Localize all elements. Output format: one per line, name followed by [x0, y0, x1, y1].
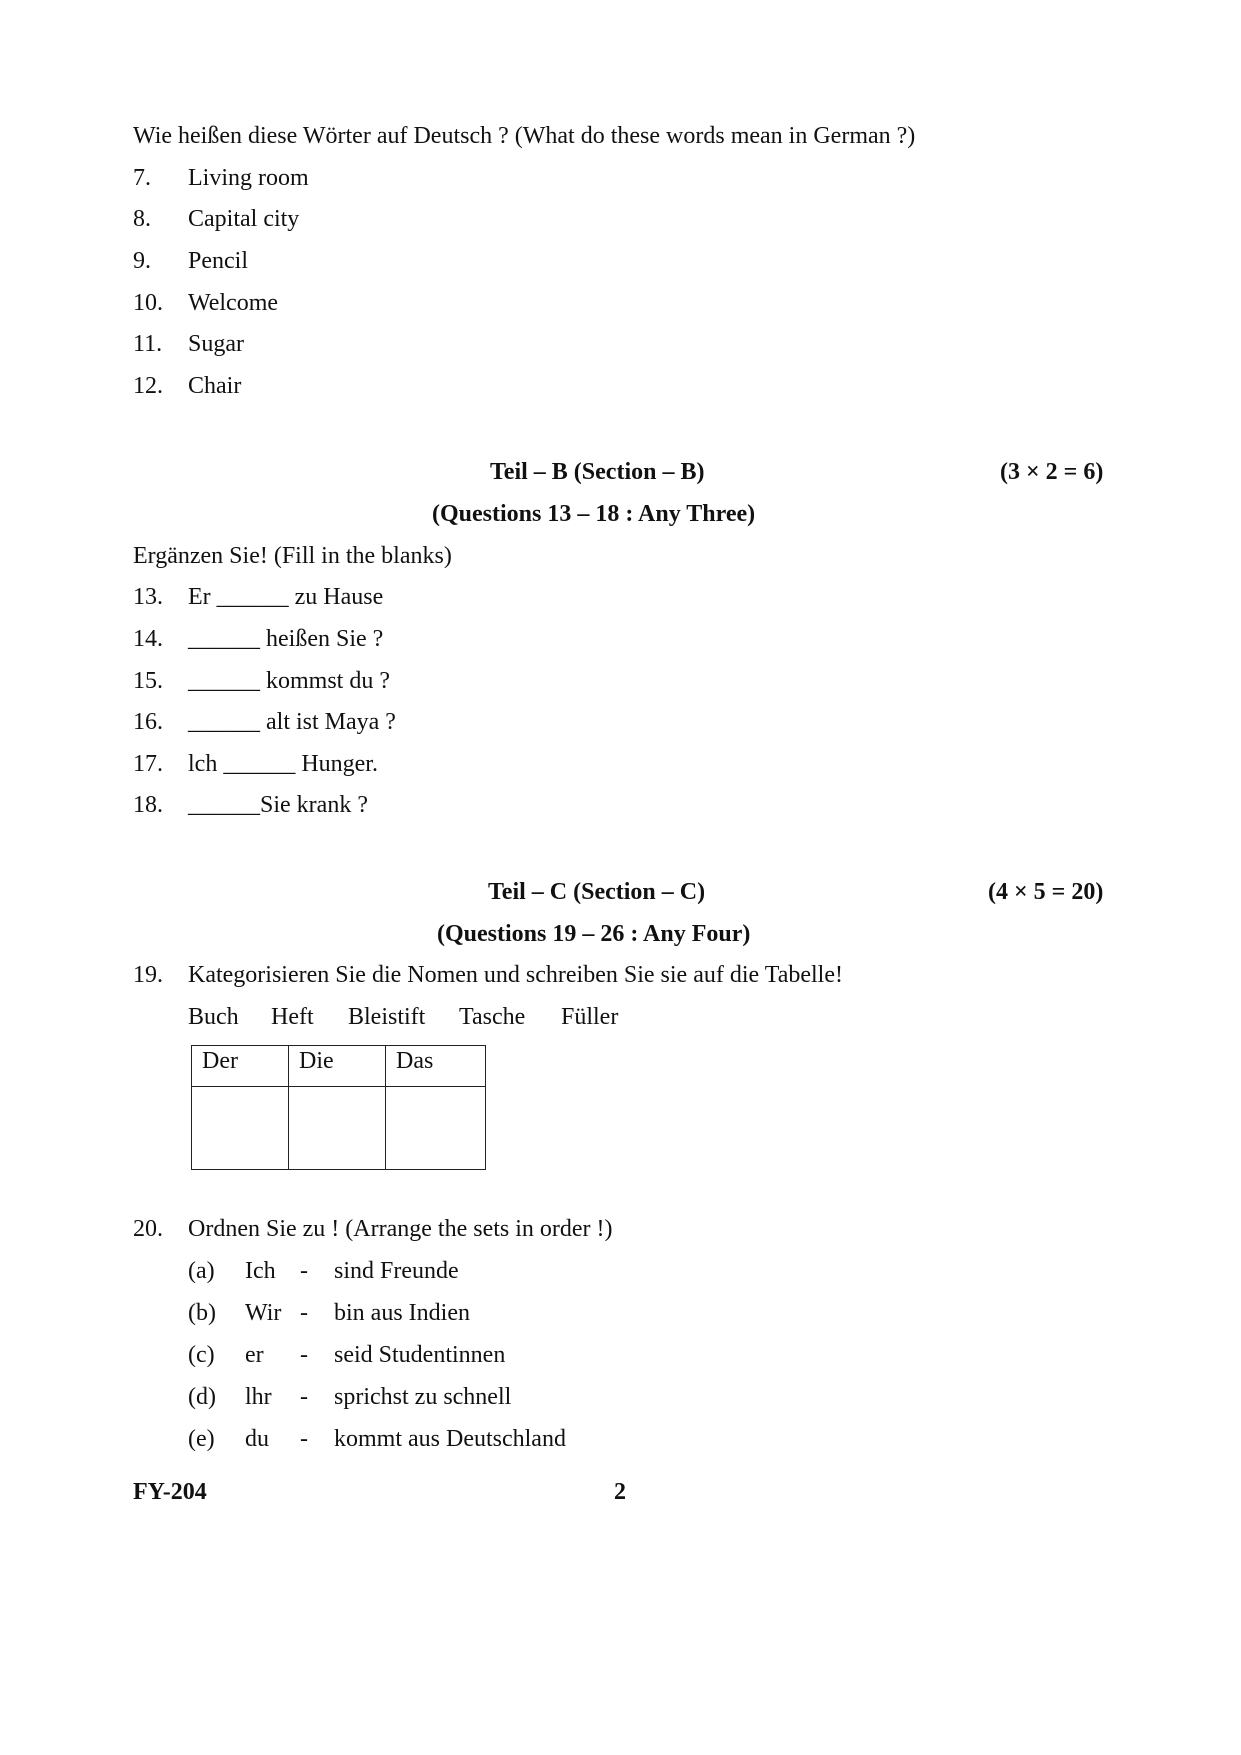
pair-left: er — [245, 1342, 264, 1368]
question-text: ______ alt ist Maya ? — [188, 709, 396, 735]
section-a-instruction: Wie heißen diese Wörter auf Deutsch ? (What do these words mean in German ?) — [133, 123, 916, 149]
noun-word: Buch — [188, 1004, 239, 1030]
question-number: 19. — [133, 962, 163, 988]
pair-left: Wir — [245, 1300, 282, 1326]
question-text: Kategorisieren Sie die Nomen und schreiben Sie sie auf die Tabelle! — [188, 962, 843, 988]
pair-dash: - — [300, 1426, 308, 1452]
question-text: Chair — [188, 373, 242, 399]
question-number: 8. — [133, 206, 151, 232]
question-number: 14. — [133, 626, 163, 652]
question-number: 12. — [133, 373, 163, 399]
question-number: 17. — [133, 751, 163, 777]
noun-word: Füller — [561, 1004, 619, 1030]
pair-label: (d) — [188, 1384, 216, 1410]
pair-dash: - — [300, 1384, 308, 1410]
answer-cell-der[interactable] — [192, 1087, 289, 1170]
section-c-title: Teil – C (Section – C) — [488, 879, 706, 905]
pair-left: du — [245, 1426, 269, 1452]
pair-right: sprichst zu schnell — [334, 1384, 512, 1410]
noun-word: Bleistift — [348, 1004, 426, 1030]
question-text: ______Sie krank ? — [188, 792, 368, 818]
section-b-marks: (3 × 2 = 6) — [1000, 459, 1104, 485]
question-text: ______ kommst du ? — [188, 668, 390, 694]
question-text: lch ______ Hunger. — [188, 751, 378, 777]
pair-label: (b) — [188, 1300, 216, 1326]
question-text: ______ heißen Sie ? — [188, 626, 384, 652]
article-header-der: Der — [192, 1046, 289, 1087]
noun-word: Heft — [271, 1004, 314, 1030]
question-text: Welcome — [188, 290, 279, 316]
pair-dash: - — [300, 1258, 308, 1284]
section-b-subtitle: (Questions 13 – 18 : Any Three) — [432, 501, 756, 527]
answer-cell-das[interactable] — [386, 1087, 486, 1170]
noun-word: Tasche — [459, 1004, 526, 1030]
pair-dash: - — [300, 1342, 308, 1368]
article-table-answer-row — [192, 1087, 486, 1170]
question-number: 18. — [133, 792, 163, 818]
question-number: 9. — [133, 248, 151, 274]
question-text: Er ______ zu Hause — [188, 584, 384, 610]
page-number: 2 — [614, 1479, 626, 1505]
pair-label: (e) — [188, 1426, 215, 1452]
section-b-instruction: Ergänzen Sie! (Fill in the blanks) — [133, 543, 452, 569]
pair-dash: - — [300, 1300, 308, 1326]
question-text: Pencil — [188, 248, 248, 274]
question-text: Sugar — [188, 331, 244, 357]
section-c-marks: (4 × 5 = 20) — [988, 879, 1104, 905]
article-table — [191, 1045, 486, 1170]
question-number: 16. — [133, 709, 163, 735]
section-b-title: Teil – B (Section – B) — [490, 459, 705, 485]
question-text: Living room — [188, 165, 309, 191]
section-c-subtitle: (Questions 19 – 26 : Any Four) — [437, 921, 751, 947]
pair-left: lhr — [245, 1384, 272, 1410]
paper-code: FY-204 — [133, 1479, 207, 1505]
article-table-header-row — [192, 1046, 486, 1087]
pair-right: seid Studentinnen — [334, 1342, 506, 1368]
question-number: 13. — [133, 584, 163, 610]
answer-cell-die[interactable] — [289, 1087, 386, 1170]
pair-right: sind Freunde — [334, 1258, 459, 1284]
question-number: 10. — [133, 290, 163, 316]
article-header-das: Das — [386, 1046, 486, 1087]
question-number: 20. — [133, 1216, 163, 1242]
pair-right: kommt aus Deutschland — [334, 1426, 566, 1452]
question-number: 7. — [133, 165, 151, 191]
question-text: Ordnen Sie zu ! (Arrange the sets in order !) — [188, 1216, 613, 1242]
question-number: 11. — [133, 331, 163, 357]
pair-left: Ich — [245, 1258, 276, 1284]
pair-right: bin aus Indien — [334, 1300, 470, 1326]
article-header-die: Die — [289, 1046, 386, 1087]
pair-label: (a) — [188, 1258, 215, 1284]
question-text: Capital city — [188, 206, 300, 232]
pair-label: (c) — [188, 1342, 215, 1368]
question-number: 15. — [133, 668, 163, 694]
